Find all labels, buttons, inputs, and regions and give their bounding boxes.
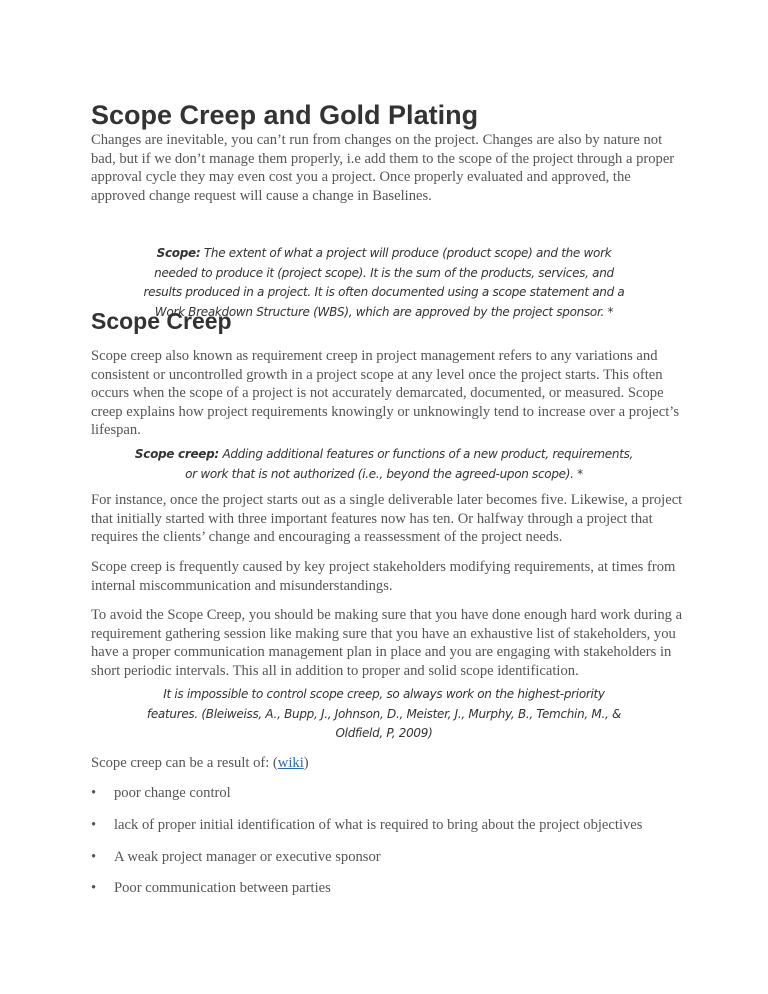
avoid-paragraph [91,606,691,680]
text-line: approved change request will cause a change in Baselines. [91,187,432,204]
text-line: Oldfield, P, 2009) [335,726,433,741]
result-intro-close: ) [303,755,309,771]
wiki-link[interactable]: wiki [277,755,304,771]
list-item-text: lack of proper initial identification of what is required to bring about the project objectives [114,817,643,833]
bullet-icon: • [91,785,97,801]
text-line: The extent of what a project will produce (product scope) and the work [200,246,612,260]
text-line: requires the clients’ change and encouraging a reassessment of the project needs. [91,529,563,546]
text-line: Scope creep also known as requirement creep in project management refers to any variations and [91,348,658,364]
text-line: creep explains how project requirements knowingly or unknowingly tend to increase over a project’s [91,403,680,420]
text-line: For instance, once the project starts out as a single deliverable later becomes five. Likewise, a project [91,492,683,508]
text-line: Work Breakdown Structure (WBS), which are approved by the project sponsor. * [154,304,614,319]
causes-paragraph [91,558,691,595]
text-line: Adding additional features or functions of a new product, requirements, [218,447,634,461]
citation-quote [0,685,768,744]
list-item-text: poor change control [114,785,231,801]
text-line: occurs when the scope of a project is not accurately demarcated, documented, or measured. Scope [91,385,664,402]
scope-creep-definition-quote [0,445,768,484]
text-line: results produced in a project. It is often documented using a scope statement and a [143,285,625,300]
bullet-icon: • [91,817,97,833]
text-line: approval cycle they may even cost you a project. Once properly evaluated and approved, the [91,169,631,186]
scope-creep-paragraph [91,347,691,440]
list-item-text: Poor communication between parties [114,880,331,896]
text-line: features. (Bleiweiss, A., Bupp, J., Johnson, D., Meister, J., Murphy, B., Temchin, M., & [146,706,622,721]
text-line: Changes are inevitable, you can’t run from changes on the project. Changes are also by nature not [91,132,663,148]
bullet-icon: • [91,849,97,865]
text-line: internal miscommunication and misunderstandings. [91,577,393,594]
text-line: bad, but if we don’t manage them properly, i.e add them to the scope of the project through a proper [91,150,675,167]
text-line: requirement gathering session like making sure that you have an exhaustive list of stakeholders, you [91,625,676,642]
text-line: short periodic intervals. This all in addition to proper and solid scope identification. [91,662,579,679]
result-intro-text: Scope creep can be a result of: ( [91,755,278,771]
quote-term: Scope: [156,246,201,260]
text-line: It is impossible to control scope creep, so always work on the highest-priority [163,687,605,701]
page-title: Scope Creep and Gold Plating [91,100,479,130]
text-line: or work that is not authorized (i.e., beyond the agreed-upon scope). * [185,466,583,481]
bullet-icon: • [91,880,97,896]
list-item-text: A weak project manager or executive sponsor [114,849,381,865]
instance-paragraph [91,491,691,547]
text-line: that initially started with three important features now has ten. Or halfway through a project that [91,510,653,527]
text-line: needed to produce it (project scope). It is the sum of the products, services, and [154,265,614,280]
section-heading: Scope Creep [91,308,232,334]
result-intro [91,754,691,773]
quote-term: Scope creep: [134,447,219,461]
text-line: lifespan. [91,422,141,439]
text-line: Scope creep is frequently caused by key project stakeholders modifying requirements, at times from [91,559,676,575]
text-line: consistent or uncontrolled growth in a project scope at any level once the project starts. This often [91,366,663,383]
intro-paragraph [91,131,691,205]
text-line: have a proper communication management plan in place and you are engaging with stakeholders in [91,644,672,661]
text-line: To avoid the Scope Creep, you should be making sure that you have done enough hard work during a [91,607,683,623]
